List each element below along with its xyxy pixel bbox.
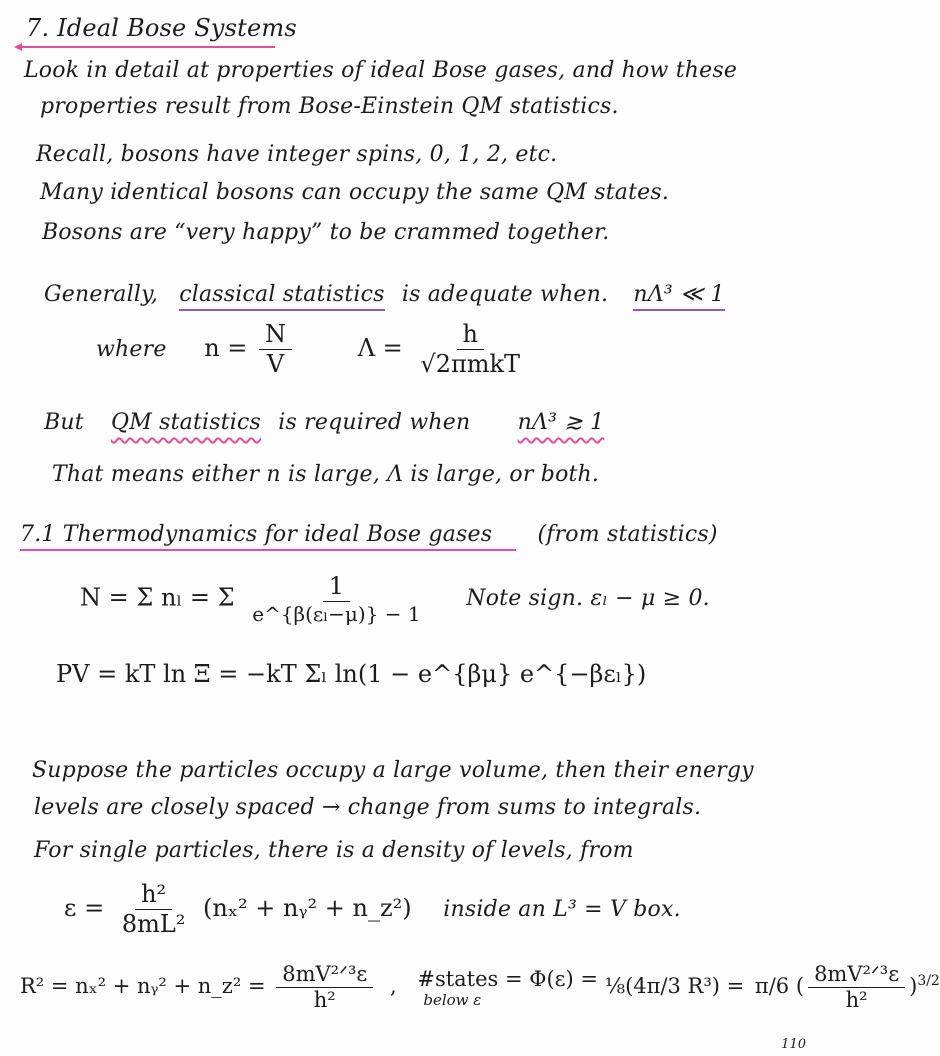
suppose-line-1: Suppose the particles occupy a large volume, then their energy: [32, 758, 754, 783]
R-denominator: h²: [313, 988, 336, 1013]
lambda-def-numerator: h: [457, 320, 484, 350]
where-label: where: [96, 336, 167, 362]
states-rhs-exponent: 3/2: [917, 973, 940, 990]
n-def-numerator: N: [259, 320, 292, 350]
grand-potential-equation: PV = kT ln Ξ = −kT Σₗ ln(1 − e^{βμ} e^{−βεₗ}): [56, 660, 647, 688]
energy-note: inside an L³ = V box.: [443, 896, 681, 922]
single-particles-line: For single particles, there is a density of levels, from: [34, 838, 634, 863]
states-count-equation: R² = nₓ² + nᵧ² + n_z² = $\frac{\text{8mV²ᐟ³ε}}{\text{h²}}$ , #states = Φ(ε) = below ε ⅛(4π/3 R³) = π/6 ( $\frac{\text{8mV²ᐟ³ε}}{\text{h²}}$ )$^{3/2}$: [20, 962, 940, 1013]
particle-number-equation: [80, 572, 710, 626]
states-sub-label: below ε: [423, 990, 482, 1009]
adequate-text: is adequate when.: [401, 282, 609, 307]
states-rhs-coef: π/6: [754, 974, 790, 999]
n-def-lhs: n =: [204, 333, 248, 362]
suppose-line-2: levels are closely spaced → change from sums to integrals.: [34, 795, 702, 820]
energy-levels-equation: [64, 880, 681, 939]
R-lhs: R² = nₓ² + nᵧ² + n_z² =: [20, 974, 266, 999]
page-number: 110: [781, 1037, 806, 1052]
classical-condition-line: [44, 282, 725, 307]
required-text: is required when: [278, 410, 471, 435]
section-7-1-title: 7.1 Thermodynamics for ideal Bose gases: [20, 522, 516, 551]
but-prefix: But: [44, 410, 84, 435]
classical-statistics-highlight: classical statistics: [179, 282, 384, 311]
qm-statistics-highlight: QM statistics: [110, 410, 262, 435]
means-line: That means either n is large, Λ is large, or both.: [52, 462, 600, 487]
states-label: #states = Φ(ε) =: [417, 966, 599, 991]
energy-denominator: 8mL²: [121, 909, 186, 938]
states-rhs-denominator: h²: [845, 988, 868, 1013]
intro-line-1: Look in detail at properties of ideal Bose gases, and how these: [24, 58, 738, 83]
R-fraction: [276, 962, 373, 1013]
title-underline-arrow: [20, 46, 275, 48]
generally-prefix: Generally,: [44, 282, 158, 307]
energy-fraction: [116, 880, 192, 939]
states-rhs-numerator: 8mV²ᐟ³ε: [808, 962, 905, 988]
intro-line-2: properties result from Bose-Einstein QM statistics.: [40, 94, 619, 119]
energy-rhs: (nₓ² + nᵧ² + n_z²): [203, 893, 412, 922]
lambda-def-lhs: Λ =: [357, 333, 403, 362]
lambda-def-denominator: √2πmkT: [420, 349, 521, 378]
N-eq-lhs: N = Σ nₗ = Σ: [80, 583, 235, 612]
section-7-1-heading: [20, 522, 718, 547]
n-def-denominator: V: [266, 349, 285, 378]
R-numerator: 8mV²ᐟ³ε: [276, 962, 373, 988]
N-eq-note: Note sign. εₗ − μ ≥ 0.: [466, 586, 710, 612]
energy-lhs: ε =: [64, 893, 105, 922]
many-bosons-line: Many identical bosons can occupy the same QM states.: [40, 180, 670, 205]
classical-condition: nΛ³ ≪ 1: [633, 282, 724, 311]
definitions-line: [96, 320, 530, 379]
recall-line: Recall, bosons have integer spins, 0, 1, 2, etc.: [36, 142, 558, 167]
states-rhs-1: ⅛(4π/3 R³) =: [604, 974, 745, 999]
n-def-fraction: [259, 320, 292, 379]
N-eq-fraction: [246, 572, 426, 626]
qm-condition-line: [44, 410, 604, 435]
section-title: 7. Ideal Bose Systems: [26, 14, 297, 42]
N-eq-denominator: e^{β(εₗ−μ)} − 1: [252, 601, 421, 626]
energy-numerator: h²: [135, 880, 172, 910]
states-rhs-fraction: [808, 962, 905, 1013]
N-eq-numerator: 1: [323, 572, 350, 602]
arrow-head-icon: [14, 43, 22, 51]
states-label-group: [417, 967, 598, 1009]
lambda-def-fraction: [414, 320, 526, 379]
qm-condition: nΛ³ ≳ 1: [517, 410, 605, 435]
section-7-1-note: (from statistics): [537, 522, 718, 547]
happy-bosons-line: Bosons are “very happy” to be crammed together.: [42, 220, 610, 245]
